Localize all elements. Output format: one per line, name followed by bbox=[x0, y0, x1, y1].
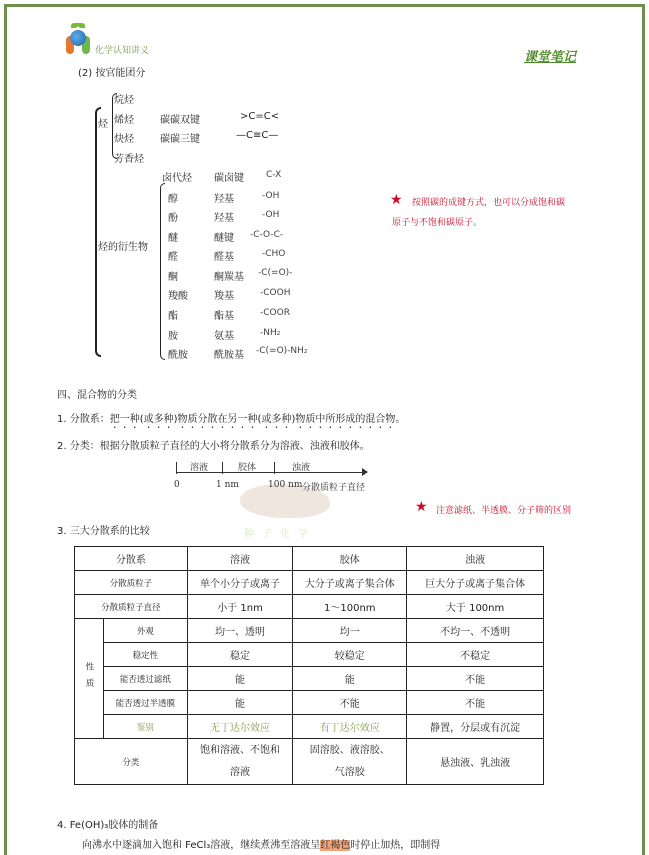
deriv-group: 氨基 bbox=[214, 331, 234, 342]
table-cell: 不稳定 bbox=[407, 643, 544, 667]
scale-tick: 0 bbox=[174, 480, 180, 490]
deriv-group: 醚键 bbox=[214, 233, 234, 244]
scale-tick: 100 nm bbox=[268, 480, 303, 490]
note-carbon-line2: 原子与不饱和碳原子。 bbox=[392, 218, 483, 228]
deriv-formula: -CHO bbox=[262, 249, 286, 259]
deriv-name: 胺 bbox=[168, 331, 178, 342]
star-icon: ★ bbox=[390, 192, 403, 208]
deriv-group: 酯基 bbox=[214, 311, 234, 322]
table-cell: 无丁达尔效应 bbox=[187, 715, 293, 739]
watermark-text: 种子化学 bbox=[244, 529, 316, 540]
table-cell: 能 bbox=[187, 667, 293, 691]
deriv-name: 醛 bbox=[168, 252, 178, 263]
table-cell: 单个小分子或离子 bbox=[187, 571, 293, 595]
deriv-formula: C-X bbox=[266, 170, 282, 180]
star-icon: ★ bbox=[415, 499, 428, 515]
table-cell: 均一、透明 bbox=[187, 619, 293, 643]
header-cell: 溶液 bbox=[187, 547, 293, 571]
item1 bbox=[57, 410, 405, 431]
table-row bbox=[75, 667, 544, 691]
hc-name: 烷烃 bbox=[114, 95, 134, 106]
table-row bbox=[75, 715, 544, 739]
deriv-formula: -COOR bbox=[260, 308, 290, 318]
scale-segment: 浊液 bbox=[292, 463, 311, 473]
header-cell: 浊液 bbox=[407, 547, 544, 571]
table-cell: 稳定 bbox=[187, 643, 293, 667]
section-title-fe: 4. Fe(OH)₃胶体的制备 bbox=[57, 820, 159, 831]
table-cell: 大分子或离子集合体 bbox=[293, 571, 407, 595]
deriv-name: 醇 bbox=[168, 194, 178, 205]
deriv-formula: -NH₂ bbox=[260, 328, 281, 338]
deriv-name: 酮 bbox=[168, 272, 178, 283]
header-cell: 分散系 bbox=[75, 547, 188, 571]
deriv-name: 醚 bbox=[168, 233, 178, 244]
fe-procedure bbox=[82, 836, 440, 851]
table-cell: 较稳定 bbox=[293, 643, 407, 667]
row-label: 分散质粒子 bbox=[75, 571, 188, 595]
deriv-group: 羟基 bbox=[214, 194, 234, 205]
row-label: 分类 bbox=[75, 739, 188, 785]
table-cell: 能 bbox=[187, 691, 293, 715]
table-cell: 不能 bbox=[293, 691, 407, 715]
row-label: 能否透过半透膜 bbox=[104, 691, 188, 715]
table-row bbox=[75, 571, 544, 595]
outer-bracket bbox=[95, 107, 101, 357]
scale-segment: 胶体 bbox=[238, 463, 257, 473]
note-carbon-line1: 按照碳的成键方式，也可以分成饱和碳 bbox=[412, 198, 566, 208]
table-cell: 1～100nm bbox=[293, 595, 407, 619]
hc-bond: 碳碳三键 bbox=[160, 134, 200, 145]
table-cell: 不均一、不透明 bbox=[407, 619, 544, 643]
item1-prefix: 1. 分散系： bbox=[57, 414, 110, 425]
deriv-formula: -OH bbox=[262, 191, 280, 201]
hc-name: 炔烃 bbox=[114, 134, 134, 145]
scale-axis-label: 分散质粒子直径 bbox=[302, 483, 366, 493]
row-label: 外观 bbox=[104, 619, 188, 643]
table-row bbox=[75, 643, 544, 667]
hc-formula: >C=C< bbox=[240, 111, 280, 122]
deriv-group: 羧基 bbox=[214, 291, 234, 302]
highlight-red-brown: 红褐色 bbox=[320, 840, 351, 851]
row-label: 能否透过滤纸 bbox=[104, 667, 188, 691]
particle-size-scale bbox=[176, 458, 376, 498]
table-cell: 能 bbox=[293, 667, 407, 691]
deriv-name: 酯 bbox=[168, 311, 178, 322]
notes-label: 课堂笔记 bbox=[524, 50, 577, 65]
table-cell: 静置，分层或有沉淀 bbox=[407, 715, 544, 739]
table-cell: 有丁达尔效应 bbox=[293, 715, 407, 739]
header-cell: 胶体 bbox=[293, 547, 407, 571]
deriv-formula: -OH bbox=[262, 210, 280, 220]
row-label: 分散质粒子直径 bbox=[75, 595, 188, 619]
table-cell: 大于 100nm bbox=[407, 595, 544, 619]
deriv-name: 卤代烃 bbox=[162, 173, 192, 184]
table-cell: 饱和溶液、不饱和溶液 bbox=[187, 739, 293, 785]
note-filter: 注意滤纸、半透膜、分子筛的区别 bbox=[436, 506, 572, 516]
deriv-group: 酮羰基 bbox=[214, 272, 244, 283]
table-header-row bbox=[75, 547, 544, 571]
hc-name: 烯烃 bbox=[114, 115, 134, 126]
table-cell: 悬浊液、乳浊液 bbox=[407, 739, 544, 785]
derivatives-brace bbox=[160, 183, 165, 360]
item1-text: 把一种(或多种)物质分散在另一种(或多种)物质中所形成的混合物。 bbox=[109, 414, 406, 425]
table-cell: 均一 bbox=[293, 619, 407, 643]
hc-bond: 碳碳双键 bbox=[160, 115, 200, 126]
brand-label: 化学认知讲义 bbox=[95, 46, 150, 56]
item2: 2. 分类：根据分散质粒子直径的大小将分散系分为溶液、浊液和胶体。 bbox=[57, 441, 370, 452]
deriv-group: 酰胺基 bbox=[214, 350, 244, 361]
comparison-table bbox=[74, 546, 544, 785]
scale-tick: 1 nm bbox=[216, 480, 239, 490]
deriv-name: 酰胺 bbox=[168, 350, 188, 361]
derivatives-label: 烃的衍生物 bbox=[98, 242, 148, 253]
deriv-formula: -COOH bbox=[260, 288, 291, 298]
item3: 3. 三大分散系的比较 bbox=[57, 526, 150, 537]
deriv-group: 醛基 bbox=[214, 252, 234, 263]
hc-name: 芳香烃 bbox=[114, 154, 144, 165]
table-row bbox=[75, 691, 544, 715]
table-row bbox=[75, 739, 544, 785]
table-cell: 小于 1nm bbox=[187, 595, 293, 619]
scale-segment: 溶液 bbox=[190, 463, 209, 473]
deriv-name: 羧酸 bbox=[168, 291, 188, 302]
fe-text: 向沸水中逐滴加入饱和 FeCl₃溶液，继续煮沸至溶液呈 bbox=[82, 840, 321, 851]
table-cell: 不能 bbox=[407, 691, 544, 715]
section-title-functional: (2) 按官能团分 bbox=[78, 68, 146, 79]
deriv-group: 碳卤键 bbox=[214, 173, 244, 184]
table-cell: 固溶胶、液溶胶、气溶胶 bbox=[293, 739, 407, 785]
deriv-formula: -C(=O)- bbox=[258, 268, 293, 278]
property-group-label: 性质 bbox=[75, 619, 104, 739]
hc-formula: —C≡C— bbox=[236, 130, 279, 141]
fe-text: 时停止加热，即制得 bbox=[350, 840, 441, 851]
table-cell: 巨大分子或离子集合体 bbox=[407, 571, 544, 595]
row-label: 稳定性 bbox=[104, 643, 188, 667]
deriv-name: 酚 bbox=[168, 213, 178, 224]
row-label: 鉴别 bbox=[104, 715, 188, 739]
table-cell: 不能 bbox=[407, 667, 544, 691]
deriv-formula: -C-O-C- bbox=[250, 230, 284, 240]
deriv-formula: -C(=O)-NH₂ bbox=[256, 346, 308, 356]
section-title-mixture: 四、混合物的分类 bbox=[57, 390, 137, 401]
table-row bbox=[75, 619, 544, 643]
deriv-group: 羟基 bbox=[214, 213, 234, 224]
table-row bbox=[75, 595, 544, 619]
hydrocarbon-label: 烃 bbox=[98, 119, 108, 130]
logo-icon bbox=[66, 22, 90, 58]
